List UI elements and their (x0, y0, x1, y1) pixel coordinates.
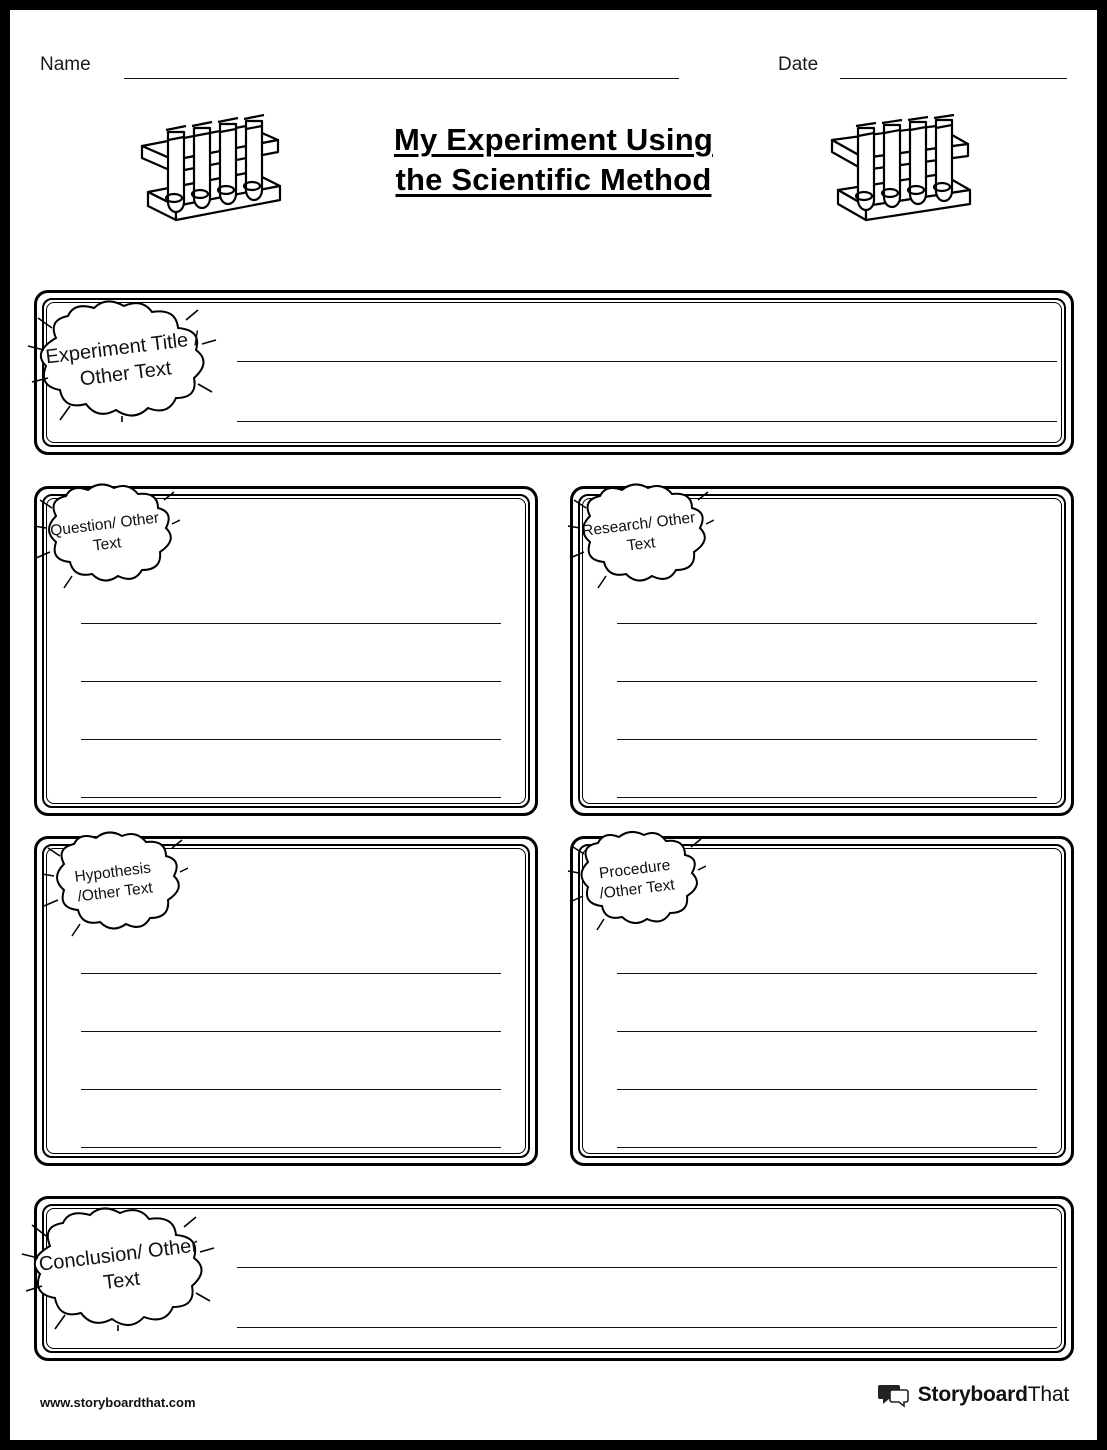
writing-line[interactable] (617, 1031, 1037, 1032)
footer-website-url[interactable]: www.storyboardthat.com (40, 1395, 196, 1410)
callout-label: Procedure /Other Text (598, 856, 676, 903)
writing-line[interactable] (617, 739, 1037, 740)
brand-name (918, 1383, 1069, 1407)
name-date-row (40, 54, 1067, 86)
writing-line[interactable] (237, 1327, 1057, 1328)
callout-label: Hypothesis /Other Text (73, 859, 154, 906)
writing-line[interactable] (617, 623, 1037, 624)
brand-name-light: That (1027, 1383, 1069, 1406)
callout-research (566, 480, 714, 590)
callout-procedure (566, 828, 706, 932)
writing-line[interactable] (617, 1089, 1037, 1090)
writing-line[interactable] (617, 973, 1037, 974)
page-title-line1: My Experiment Using (393, 122, 714, 157)
date-label: Date (778, 54, 819, 75)
writing-line[interactable] (81, 1089, 501, 1090)
callout-label: Question/ Other Text (49, 509, 161, 555)
brand-name-bold: Storyboard (917, 1383, 1028, 1406)
page-title-line2: the Scientific Method (395, 162, 712, 197)
name-label: Name (40, 54, 91, 75)
callout-label: Conclusion/ Other Text (37, 1234, 200, 1295)
writing-line[interactable] (81, 739, 501, 740)
writing-line[interactable] (617, 797, 1037, 798)
writing-line[interactable] (81, 623, 501, 624)
callout-hypothesis (40, 828, 188, 938)
writing-line[interactable] (81, 681, 501, 682)
writing-line[interactable] (237, 1267, 1057, 1268)
test-tube-rack-icon (822, 110, 982, 230)
date-input-line[interactable] (840, 78, 1067, 79)
writing-line[interactable] (81, 797, 501, 798)
writing-line[interactable] (237, 361, 1057, 362)
name-input-line[interactable] (124, 78, 679, 79)
writing-line[interactable] (617, 1147, 1037, 1148)
writing-line[interactable] (617, 681, 1037, 682)
writing-line[interactable] (81, 1147, 501, 1148)
writing-line[interactable] (81, 1031, 501, 1032)
callout-experiment-title (26, 298, 222, 423)
worksheet-page (10, 10, 1097, 1440)
callout-label: Experiment Title / Other Text (44, 327, 201, 390)
writing-line[interactable] (81, 973, 501, 974)
callout-question (32, 480, 180, 590)
storyboardthat-logo[interactable] (878, 1382, 1069, 1408)
writing-line[interactable] (237, 421, 1057, 422)
callout-label: Research/ Other Text (581, 509, 697, 555)
callout-conclusion (20, 1204, 220, 1332)
speech-bubble-icon (878, 1382, 910, 1408)
